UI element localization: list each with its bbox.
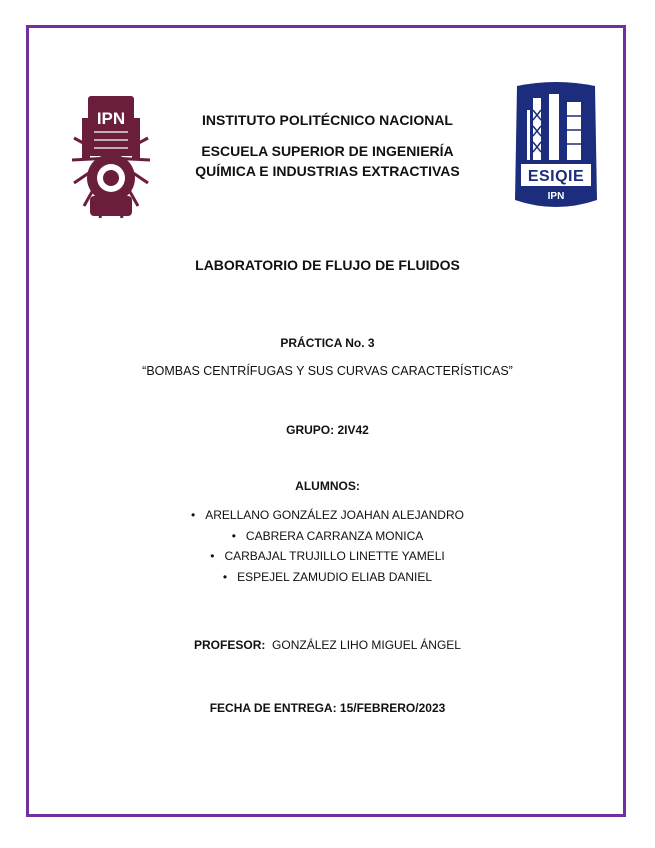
laboratory-title: LABORATORIO DE FLUJO DE FLUIDOS [195,257,460,273]
institution-name: INSTITUTO POLITÉCNICO NACIONAL [202,112,453,128]
professor-line [0,638,655,652]
students-heading: ALUMNOS: [295,479,360,493]
esiqie-logo-text: ESIQIE [527,168,585,185]
professor-label: PROFESOR: [194,638,266,652]
ipn-logo-text: IPN [96,109,126,128]
school-name [160,141,495,181]
ipn-logo [70,88,152,222]
student-item: • ESPEJEL ZAMUDIO ELIAB DANIEL [0,567,655,588]
practice-number: PRÁCTICA No. 3 [280,336,375,350]
student-item: • CABRERA CARRANZA MONICA [0,526,655,547]
school-name-line1: ESCUELA SUPERIOR DE INGENIERÍA [201,143,454,159]
due-date: FECHA DE ENTREGA: 15/FEBRERO/2023 [209,701,446,715]
esiqie-logo [509,80,603,211]
students-list [0,505,655,587]
group-label: GRUPO: 2IV42 [286,423,369,437]
professor-name: GONZÁLEZ LIHO MIGUEL ÁNGEL [272,638,461,652]
student-item: • CARBAJAL TRUJILLO LINETTE YAMELI [0,546,655,567]
school-name-line2: QUÍMICA E INDUSTRIAS EXTRACTIVAS [195,163,460,179]
student-item: • ARELLANO GONZÁLEZ JOAHAN ALEJANDRO [0,505,655,526]
esiqie-logo-subtext: IPN [547,191,565,202]
practice-title: “BOMBAS CENTRÍFUGAS Y SUS CURVAS CARACTERÍSTICAS” [142,364,513,378]
